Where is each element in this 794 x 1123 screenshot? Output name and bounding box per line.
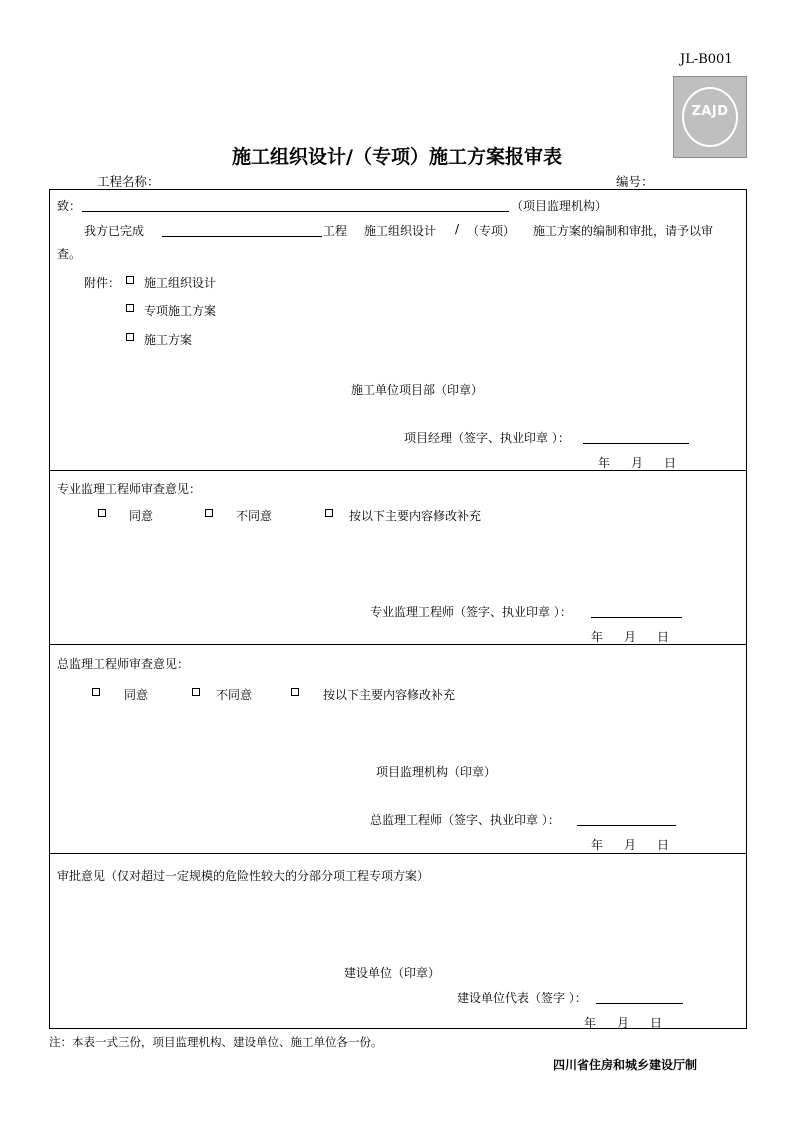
- form-title: 施工组织设计/（专项）施工方案报审表: [232, 146, 562, 168]
- seal-label: 项目监理机构（印章）: [376, 765, 497, 779]
- signer-label: 建设单位代表（签字 ）：: [457, 991, 587, 1005]
- date-month: 月: [631, 456, 644, 470]
- statement-text: /: [455, 222, 460, 236]
- signature-field[interactable]: [591, 617, 682, 618]
- date-year: 年: [598, 456, 611, 470]
- attachment-label: 附件：: [84, 276, 121, 290]
- seal-label: 施工单位项目部（印章）: [351, 383, 484, 397]
- checkbox[interactable]: [126, 304, 134, 312]
- checkbox[interactable]: [126, 276, 134, 284]
- checkbox[interactable]: [325, 509, 333, 517]
- option-label: 不同意: [216, 688, 253, 702]
- section-heading: 专业监理工程师审查意见：: [57, 482, 202, 496]
- section-heading: 总监理工程师审查意见：: [57, 657, 190, 671]
- date-month: 月: [617, 1016, 630, 1030]
- signer-label: 总监理工程师（签字、执业印章 ）：: [370, 813, 560, 827]
- checkbox[interactable]: [98, 509, 106, 517]
- date-day: 日: [664, 456, 677, 470]
- serial-number-label: 编号：: [616, 174, 654, 189]
- date-year: 年: [591, 630, 604, 644]
- logo-text: ZAJD: [691, 104, 729, 119]
- checkbox[interactable]: [291, 688, 299, 696]
- option-label: 同意: [124, 688, 149, 702]
- date-day: 日: [657, 838, 670, 852]
- statement-text: 查。: [57, 247, 82, 261]
- option-label: 按以下主要内容修改补充: [323, 688, 456, 702]
- statement-text: 工程: [323, 224, 348, 238]
- option-label: 同意: [129, 509, 154, 523]
- signature-field[interactable]: [596, 1003, 683, 1004]
- date-month: 月: [624, 630, 637, 644]
- date-year: 年: [591, 838, 604, 852]
- section-divider: [49, 853, 747, 854]
- signature-field[interactable]: [577, 825, 676, 826]
- date-day: 日: [650, 1016, 663, 1030]
- checkbox[interactable]: [192, 688, 200, 696]
- attachment-option: 施工组织设计: [144, 276, 217, 290]
- footer-note: 注：本表一式三份，项目监理机构、建设单位、施工单位各一份。: [49, 1035, 383, 1049]
- signer-label: 专业监理工程师（签字、执业印章 ）：: [370, 605, 572, 619]
- checkbox[interactable]: [92, 688, 100, 696]
- to-label: 致：: [57, 199, 82, 213]
- supervision-org-field[interactable]: [82, 211, 509, 212]
- form-code: JL-B001: [680, 52, 733, 67]
- date-month: 月: [624, 838, 637, 852]
- option-label: 不同意: [236, 509, 273, 523]
- statement-text: 施工方案的编制和审批，请予以审: [533, 224, 714, 238]
- checkbox[interactable]: [205, 509, 213, 517]
- section-divider: [49, 644, 747, 645]
- section-heading: 审批意见（仅对超过一定规模的危险性较大的分部分项工程专项方案）: [57, 869, 430, 883]
- project-name-label: 工程名称：: [97, 174, 160, 189]
- seal-label: 建设单位（印章）: [344, 966, 441, 980]
- to-suffix: （项目监理机构）: [511, 199, 608, 213]
- attachment-option: 专项施工方案: [144, 304, 217, 318]
- project-name-field[interactable]: [162, 236, 322, 237]
- statement-text: 施工组织设计: [364, 224, 437, 238]
- date-day: 日: [657, 630, 670, 644]
- date-year: 年: [584, 1016, 597, 1030]
- checkbox[interactable]: [126, 333, 134, 341]
- statement-text: 我方已完成: [84, 224, 145, 238]
- signer-label: 项目经理（签字、执业印章 ）：: [404, 431, 570, 445]
- attachment-option: 施工方案: [144, 333, 193, 347]
- issuer-label: 四川省住房和城乡建设厅制: [553, 1058, 698, 1072]
- signature-field[interactable]: [583, 443, 689, 444]
- statement-text: （专项）: [467, 224, 516, 238]
- option-label: 按以下主要内容修改补充: [349, 509, 482, 523]
